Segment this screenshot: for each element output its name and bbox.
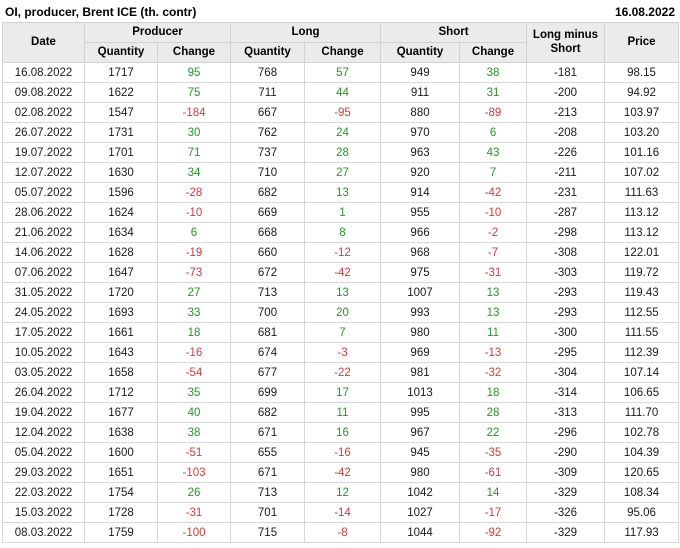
date-cell: 26.07.2022: [3, 123, 85, 143]
table-header: [3, 23, 679, 63]
long-quantity-cell: 713: [231, 483, 305, 503]
long-change-cell: 20: [305, 303, 381, 323]
date-cell: 16.08.2022: [3, 63, 85, 83]
table-row: [3, 403, 679, 423]
short-change-cell: -10: [460, 203, 527, 223]
date-cell: 02.08.2022: [3, 103, 85, 123]
short-change-cell: -17: [460, 503, 527, 523]
long-quantity-cell: 669: [231, 203, 305, 223]
column-header-short-change: Change: [460, 43, 527, 63]
long-minus-short-cell: -213: [527, 103, 605, 123]
table-row: [3, 383, 679, 403]
short-quantity-cell: 920: [381, 163, 460, 183]
date-cell: 08.03.2022: [3, 523, 85, 543]
short-quantity-cell: 981: [381, 363, 460, 383]
long-change-cell: 28: [305, 143, 381, 163]
producer-quantity-cell: 1630: [85, 163, 158, 183]
producer-change-cell: -10: [158, 203, 231, 223]
long-quantity-cell: 711: [231, 83, 305, 103]
short-quantity-cell: 911: [381, 83, 460, 103]
column-group-short: Short: [381, 23, 527, 43]
short-quantity-cell: 993: [381, 303, 460, 323]
short-change-cell: 14: [460, 483, 527, 503]
table-row: [3, 283, 679, 303]
table-row: [3, 203, 679, 223]
producer-change-cell: 6: [158, 223, 231, 243]
producer-quantity-cell: 1628: [85, 243, 158, 263]
long-minus-short-cell: -314: [527, 383, 605, 403]
table-body: [3, 63, 679, 543]
long-minus-short-cell: -298: [527, 223, 605, 243]
long-quantity-cell: 682: [231, 403, 305, 423]
short-quantity-cell: 969: [381, 343, 460, 363]
table-row: [3, 523, 679, 543]
short-change-cell: 38: [460, 63, 527, 83]
short-quantity-cell: 1044: [381, 523, 460, 543]
date-cell: 09.08.2022: [3, 83, 85, 103]
producer-quantity-cell: 1596: [85, 183, 158, 203]
producer-quantity-cell: 1634: [85, 223, 158, 243]
date-cell: 15.03.2022: [3, 503, 85, 523]
producer-quantity-cell: 1661: [85, 323, 158, 343]
short-change-cell: 22: [460, 423, 527, 443]
date-cell: 21.06.2022: [3, 223, 85, 243]
price-cell: 112.39: [605, 343, 679, 363]
long-minus-short-cell: -287: [527, 203, 605, 223]
long-quantity-cell: 768: [231, 63, 305, 83]
producer-quantity-cell: 1643: [85, 343, 158, 363]
short-change-cell: 7: [460, 163, 527, 183]
short-change-cell: -89: [460, 103, 527, 123]
table-row: [3, 103, 679, 123]
producer-quantity-cell: 1677: [85, 403, 158, 423]
column-header-long-minus-short: Long minus Short: [527, 23, 605, 63]
long-change-cell: -22: [305, 363, 381, 383]
long-change-cell: 13: [305, 183, 381, 203]
table-row: [3, 443, 679, 463]
price-cell: 117.93: [605, 523, 679, 543]
long-change-cell: 13: [305, 283, 381, 303]
table-row: [3, 263, 679, 283]
long-quantity-cell: 674: [231, 343, 305, 363]
column-header-producer-quantity: Quantity: [85, 43, 158, 63]
price-cell: 113.12: [605, 223, 679, 243]
report-date: 16.08.2022: [614, 4, 675, 19]
long-change-cell: -95: [305, 103, 381, 123]
long-quantity-cell: 762: [231, 123, 305, 143]
column-header-long-quantity: Quantity: [231, 43, 305, 63]
date-cell: 28.06.2022: [3, 203, 85, 223]
producer-quantity-cell: 1547: [85, 103, 158, 123]
column-header-producer-change: Change: [158, 43, 231, 63]
table-row: [3, 463, 679, 483]
short-quantity-cell: 1013: [381, 383, 460, 403]
date-cell: 05.04.2022: [3, 443, 85, 463]
price-cell: 112.55: [605, 303, 679, 323]
producer-change-cell: -28: [158, 183, 231, 203]
column-header-price: Price: [605, 23, 679, 63]
short-quantity-cell: 970: [381, 123, 460, 143]
producer-quantity-cell: 1647: [85, 263, 158, 283]
column-header-date: Date: [3, 23, 85, 63]
table-row: [3, 423, 679, 443]
long-minus-short-cell: -303: [527, 263, 605, 283]
short-change-cell: 28: [460, 403, 527, 423]
table-row: [3, 323, 679, 343]
long-minus-short-cell: -313: [527, 403, 605, 423]
long-quantity-cell: 701: [231, 503, 305, 523]
short-quantity-cell: 963: [381, 143, 460, 163]
long-change-cell: 7: [305, 323, 381, 343]
long-change-cell: -16: [305, 443, 381, 463]
long-minus-short-cell: -226: [527, 143, 605, 163]
price-cell: 119.43: [605, 283, 679, 303]
date-cell: 10.05.2022: [3, 343, 85, 363]
producer-quantity-cell: 1622: [85, 83, 158, 103]
long-change-cell: -42: [305, 263, 381, 283]
producer-quantity-cell: 1638: [85, 423, 158, 443]
short-change-cell: 43: [460, 143, 527, 163]
price-cell: 103.97: [605, 103, 679, 123]
date-cell: 29.03.2022: [3, 463, 85, 483]
short-quantity-cell: 914: [381, 183, 460, 203]
long-change-cell: 8: [305, 223, 381, 243]
producer-quantity-cell: 1712: [85, 383, 158, 403]
long-quantity-cell: 699: [231, 383, 305, 403]
long-change-cell: 27: [305, 163, 381, 183]
date-cell: 12.07.2022: [3, 163, 85, 183]
column-group-long: Long: [231, 23, 381, 43]
short-change-cell: -35: [460, 443, 527, 463]
short-change-cell: 11: [460, 323, 527, 343]
producer-quantity-cell: 1701: [85, 143, 158, 163]
short-change-cell: -42: [460, 183, 527, 203]
table-row: [3, 303, 679, 323]
short-quantity-cell: 968: [381, 243, 460, 263]
long-change-cell: -8: [305, 523, 381, 543]
long-minus-short-cell: -296: [527, 423, 605, 443]
short-quantity-cell: 966: [381, 223, 460, 243]
long-quantity-cell: 681: [231, 323, 305, 343]
short-change-cell: 13: [460, 283, 527, 303]
table-row: [3, 503, 679, 523]
date-cell: 22.03.2022: [3, 483, 85, 503]
long-minus-short-cell: -293: [527, 283, 605, 303]
price-cell: 119.72: [605, 263, 679, 283]
column-header-long-change: Change: [305, 43, 381, 63]
long-quantity-cell: 715: [231, 523, 305, 543]
short-quantity-cell: 880: [381, 103, 460, 123]
short-quantity-cell: 980: [381, 323, 460, 343]
producer-quantity-cell: 1658: [85, 363, 158, 383]
price-cell: 98.15: [605, 63, 679, 83]
short-quantity-cell: 1042: [381, 483, 460, 503]
long-minus-short-cell: -329: [527, 483, 605, 503]
long-minus-short-cell: -304: [527, 363, 605, 383]
date-cell: 14.06.2022: [3, 243, 85, 263]
price-cell: 94.92: [605, 83, 679, 103]
producer-change-cell: -51: [158, 443, 231, 463]
price-cell: 111.55: [605, 323, 679, 343]
producer-change-cell: 26: [158, 483, 231, 503]
short-quantity-cell: 980: [381, 463, 460, 483]
table-row: [3, 243, 679, 263]
producer-change-cell: 18: [158, 323, 231, 343]
short-quantity-cell: 955: [381, 203, 460, 223]
long-quantity-cell: 682: [231, 183, 305, 203]
producer-change-cell: 75: [158, 83, 231, 103]
price-cell: 111.63: [605, 183, 679, 203]
short-change-cell: 18: [460, 383, 527, 403]
long-minus-short-cell: -208: [527, 123, 605, 143]
producer-quantity-cell: 1728: [85, 503, 158, 523]
long-minus-short-cell: -295: [527, 343, 605, 363]
long-change-cell: 1: [305, 203, 381, 223]
long-change-cell: 44: [305, 83, 381, 103]
price-cell: 107.14: [605, 363, 679, 383]
table-row: [3, 343, 679, 363]
producer-change-cell: -103: [158, 463, 231, 483]
long-quantity-cell: 671: [231, 423, 305, 443]
long-minus-short-cell: -300: [527, 323, 605, 343]
price-cell: 120.65: [605, 463, 679, 483]
price-cell: 106.65: [605, 383, 679, 403]
long-minus-short-cell: -326: [527, 503, 605, 523]
date-cell: 31.05.2022: [3, 283, 85, 303]
price-cell: 122.01: [605, 243, 679, 263]
table-row: [3, 83, 679, 103]
price-cell: 102.78: [605, 423, 679, 443]
producer-change-cell: 34: [158, 163, 231, 183]
producer-change-cell: 33: [158, 303, 231, 323]
producer-change-cell: 38: [158, 423, 231, 443]
long-minus-short-cell: -200: [527, 83, 605, 103]
table-row: [3, 363, 679, 383]
date-cell: 12.04.2022: [3, 423, 85, 443]
long-change-cell: -12: [305, 243, 381, 263]
producer-change-cell: 35: [158, 383, 231, 403]
long-quantity-cell: 668: [231, 223, 305, 243]
price-cell: 107.02: [605, 163, 679, 183]
producer-quantity-cell: 1731: [85, 123, 158, 143]
long-quantity-cell: 660: [231, 243, 305, 263]
producer-change-cell: -184: [158, 103, 231, 123]
short-change-cell: 31: [460, 83, 527, 103]
price-cell: 108.34: [605, 483, 679, 503]
long-minus-short-cell: -308: [527, 243, 605, 263]
title-bar: [0, 0, 680, 22]
producer-quantity-cell: 1717: [85, 63, 158, 83]
short-quantity-cell: 945: [381, 443, 460, 463]
producer-quantity-cell: 1693: [85, 303, 158, 323]
long-change-cell: 57: [305, 63, 381, 83]
producer-change-cell: -54: [158, 363, 231, 383]
short-change-cell: -7: [460, 243, 527, 263]
short-quantity-cell: 995: [381, 403, 460, 423]
long-change-cell: 17: [305, 383, 381, 403]
producer-change-cell: -16: [158, 343, 231, 363]
long-change-cell: -42: [305, 463, 381, 483]
short-change-cell: 13: [460, 303, 527, 323]
producer-change-cell: -31: [158, 503, 231, 523]
long-minus-short-cell: -181: [527, 63, 605, 83]
price-cell: 113.12: [605, 203, 679, 223]
price-cell: 95.06: [605, 503, 679, 523]
long-change-cell: 11: [305, 403, 381, 423]
long-change-cell: 12: [305, 483, 381, 503]
long-quantity-cell: 671: [231, 463, 305, 483]
producer-quantity-cell: 1759: [85, 523, 158, 543]
date-cell: 03.05.2022: [3, 363, 85, 383]
price-cell: 104.39: [605, 443, 679, 463]
date-cell: 17.05.2022: [3, 323, 85, 343]
short-quantity-cell: 1027: [381, 503, 460, 523]
price-cell: 103.20: [605, 123, 679, 143]
long-change-cell: -14: [305, 503, 381, 523]
long-quantity-cell: 713: [231, 283, 305, 303]
long-quantity-cell: 710: [231, 163, 305, 183]
date-cell: 24.05.2022: [3, 303, 85, 323]
producer-change-cell: -73: [158, 263, 231, 283]
producer-quantity-cell: 1624: [85, 203, 158, 223]
long-change-cell: 24: [305, 123, 381, 143]
short-change-cell: 6: [460, 123, 527, 143]
producer-change-cell: 30: [158, 123, 231, 143]
producer-quantity-cell: 1600: [85, 443, 158, 463]
table-row: [3, 483, 679, 503]
table-row: [3, 63, 679, 83]
short-quantity-cell: 967: [381, 423, 460, 443]
long-change-cell: 16: [305, 423, 381, 443]
long-change-cell: -3: [305, 343, 381, 363]
short-change-cell: -31: [460, 263, 527, 283]
long-quantity-cell: 655: [231, 443, 305, 463]
long-quantity-cell: 672: [231, 263, 305, 283]
date-cell: 19.04.2022: [3, 403, 85, 423]
long-quantity-cell: 700: [231, 303, 305, 323]
producer-change-cell: 71: [158, 143, 231, 163]
long-minus-short-cell: -293: [527, 303, 605, 323]
short-change-cell: -2: [460, 223, 527, 243]
long-quantity-cell: 737: [231, 143, 305, 163]
short-change-cell: -92: [460, 523, 527, 543]
table-row: [3, 123, 679, 143]
short-change-cell: -13: [460, 343, 527, 363]
long-minus-short-cell: -211: [527, 163, 605, 183]
short-quantity-cell: 975: [381, 263, 460, 283]
column-header-short-quantity: Quantity: [381, 43, 460, 63]
long-quantity-cell: 667: [231, 103, 305, 123]
date-cell: 26.04.2022: [3, 383, 85, 403]
producer-change-cell: 40: [158, 403, 231, 423]
short-change-cell: -61: [460, 463, 527, 483]
price-cell: 111.70: [605, 403, 679, 423]
column-group-producer: Producer: [85, 23, 231, 43]
long-minus-short-cell: -309: [527, 463, 605, 483]
table-row: [3, 163, 679, 183]
producer-quantity-cell: 1651: [85, 463, 158, 483]
date-cell: 07.06.2022: [3, 263, 85, 283]
producer-quantity-cell: 1754: [85, 483, 158, 503]
producer-quantity-cell: 1720: [85, 283, 158, 303]
date-cell: 05.07.2022: [3, 183, 85, 203]
page-title: OI, producer, Brent ICE (th. contr): [5, 4, 197, 19]
producer-change-cell: 95: [158, 63, 231, 83]
short-quantity-cell: 949: [381, 63, 460, 83]
producer-change-cell: -19: [158, 243, 231, 263]
producer-change-cell: 27: [158, 283, 231, 303]
long-minus-short-cell: -231: [527, 183, 605, 203]
table-row: [3, 143, 679, 163]
short-change-cell: -32: [460, 363, 527, 383]
oi-data-table: [2, 22, 679, 543]
producer-change-cell: -100: [158, 523, 231, 543]
table-row: [3, 223, 679, 243]
date-cell: 19.07.2022: [3, 143, 85, 163]
short-quantity-cell: 1007: [381, 283, 460, 303]
long-minus-short-cell: -329: [527, 523, 605, 543]
long-quantity-cell: 677: [231, 363, 305, 383]
table-row: [3, 183, 679, 203]
price-cell: 101.16: [605, 143, 679, 163]
long-minus-short-cell: -290: [527, 443, 605, 463]
